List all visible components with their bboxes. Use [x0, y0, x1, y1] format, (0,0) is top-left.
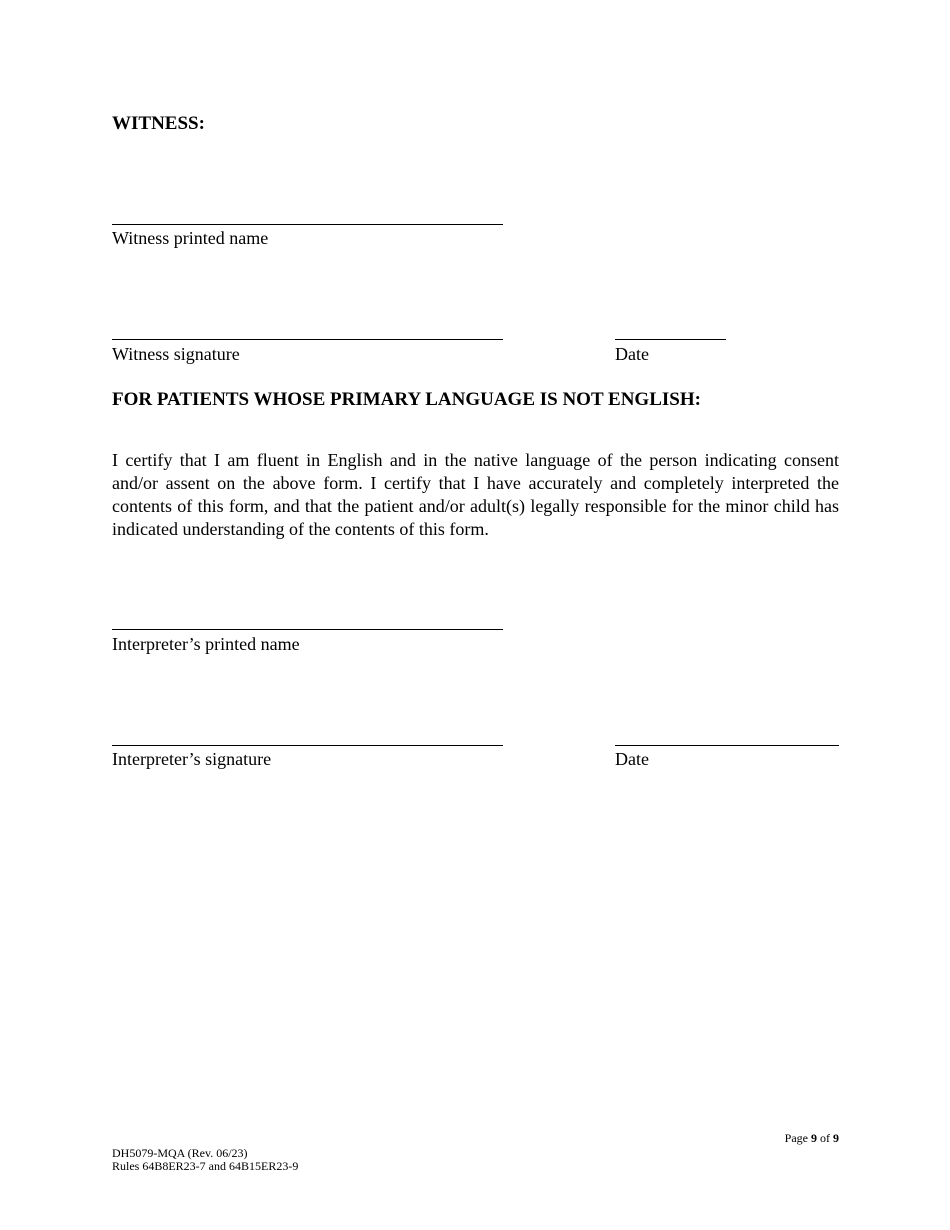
interpreter-signature-label: Interpreter’s signature [112, 749, 272, 769]
interpreter-date-line[interactable] [615, 745, 839, 746]
interpreter-date-label: Date [615, 749, 649, 769]
witness-signature-label: Witness signature [112, 344, 240, 364]
witness-date-line[interactable] [615, 339, 726, 340]
page-number [785, 1132, 839, 1145]
page-prefix: Page [784, 1131, 808, 1145]
witness-heading: WITNESS: [112, 113, 205, 134]
rules-reference: Rules 64B8ER23-7 and 64B15ER23-9 [112, 1159, 299, 1173]
witness-printed-name-line[interactable] [112, 224, 503, 225]
page-current: 9 [811, 1131, 817, 1145]
witness-date-label: Date [615, 344, 649, 364]
witness-signature-line[interactable] [112, 339, 503, 340]
page-total: 9 [833, 1131, 839, 1145]
interpreter-printed-name-label: Interpreter’s printed name [112, 634, 300, 654]
page-of: of [820, 1131, 830, 1145]
form-id: DH5079-MQA (Rev. 06/23) [112, 1146, 248, 1160]
interpreter-section-heading: FOR PATIENTS WHOSE PRIMARY LANGUAGE IS NOT ENGLISH: [112, 389, 701, 410]
interpreter-printed-name-line[interactable] [112, 629, 503, 630]
interpreter-signature-line[interactable] [112, 745, 503, 746]
witness-printed-name-label: Witness printed name [112, 228, 269, 248]
interpreter-certification-text: I certify that I am fluent in English and in the native language of the person indicating consent and/or assent on the above form. I certify that I have accurately and completely interpreted the contents of this form, and that the patient and/or adult(s) legally responsible for the minor child has indicated understanding of the contents of this form. [112, 450, 839, 539]
